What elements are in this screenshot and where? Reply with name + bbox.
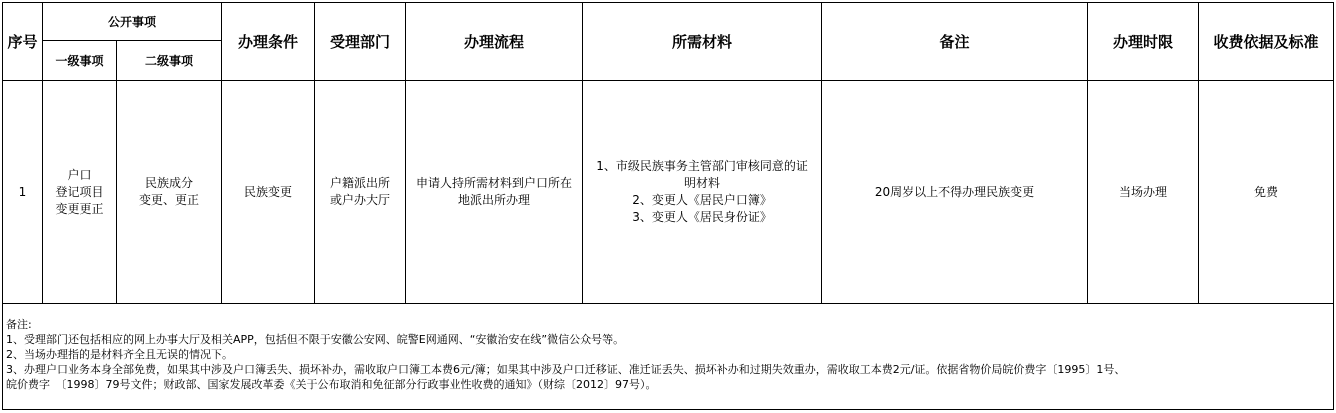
level1-line: 变更更正	[55, 201, 104, 216]
notes-line: 皖价费字 〔1998〕79号文件；财政部、国家发展改革委《关于公布取消和免征部分行政事业性收费的通知》（财综〔2012〕97号）。	[6, 378, 657, 391]
header-dept: 受理部门	[315, 3, 406, 81]
cell-level2	[117, 81, 222, 304]
header-level2: 二级事项	[117, 41, 222, 81]
notes-line: 3、办理户口业务本身全部免费，如果其中涉及户口簿丢失、损坏补办，需收取户口簿工本费6元/簿；如果其中涉及户口迁移证、准迁证丢失、损坏补办和过期失效重办，需收取工本费2元/证。依据省物价局皖价费字〔1995〕1号、	[6, 363, 1126, 376]
header-remarks: 备注	[822, 3, 1088, 81]
process-line: 地派出所办理	[458, 193, 531, 207]
materials-line: 3、变更人《居民身份证》	[632, 210, 772, 224]
materials-line: 明材料	[684, 176, 721, 190]
header-seq: 序号	[3, 3, 43, 81]
cell-dept	[315, 81, 406, 304]
header-fee-basis: 收费依据及标准	[1199, 3, 1334, 81]
materials-line: 2、变更人《居民户口簿》	[632, 193, 772, 207]
dept-line: 户籍派出所	[330, 176, 391, 190]
cell-time-limit: 当场办理	[1088, 81, 1199, 304]
cell-process	[406, 81, 583, 304]
level2-line: 变更、更正	[139, 193, 200, 207]
notes-cell	[3, 304, 1334, 410]
cell-materials	[583, 81, 822, 304]
notes-line: 2、当场办理指的是材料齐全且无误的情况下。	[6, 348, 233, 361]
cell-fee: 免费	[1199, 81, 1334, 304]
notes-row	[3, 304, 1334, 410]
header-materials: 所需材料	[583, 3, 822, 81]
cell-conditions: 民族变更	[222, 81, 315, 304]
level1-line: 户口	[67, 167, 92, 182]
dept-line: 或户办大厅	[330, 193, 391, 207]
header-time-limit: 办理时限	[1088, 3, 1199, 81]
header-conditions: 办理条件	[222, 3, 315, 81]
header-row-1	[3, 3, 1334, 41]
cell-level1	[43, 81, 117, 304]
header-level1: 一级事项	[43, 41, 117, 81]
cell-seq: 1	[3, 81, 43, 304]
level1-line: 登记项目	[55, 184, 104, 199]
cell-remarks: 20周岁以上不得办理民族变更	[822, 81, 1088, 304]
notes-line: 1、受理部门还包括相应的网上办事大厅及相关APP，包括但不限于安徽公安网、皖警E网通网、“安徽治安在线”微信公众号等。	[6, 333, 625, 346]
header-process: 办理流程	[406, 3, 583, 81]
level2-line: 民族成分	[145, 176, 194, 190]
process-line: 申请人持所需材料到户口所在	[416, 176, 573, 190]
public-items-table	[2, 2, 1334, 410]
table-row	[3, 81, 1334, 304]
materials-line: 1、市级民族事务主管部门审核同意的证	[596, 159, 808, 173]
header-public-items: 公开事项	[43, 3, 222, 41]
notes-title: 备注:	[6, 318, 32, 331]
